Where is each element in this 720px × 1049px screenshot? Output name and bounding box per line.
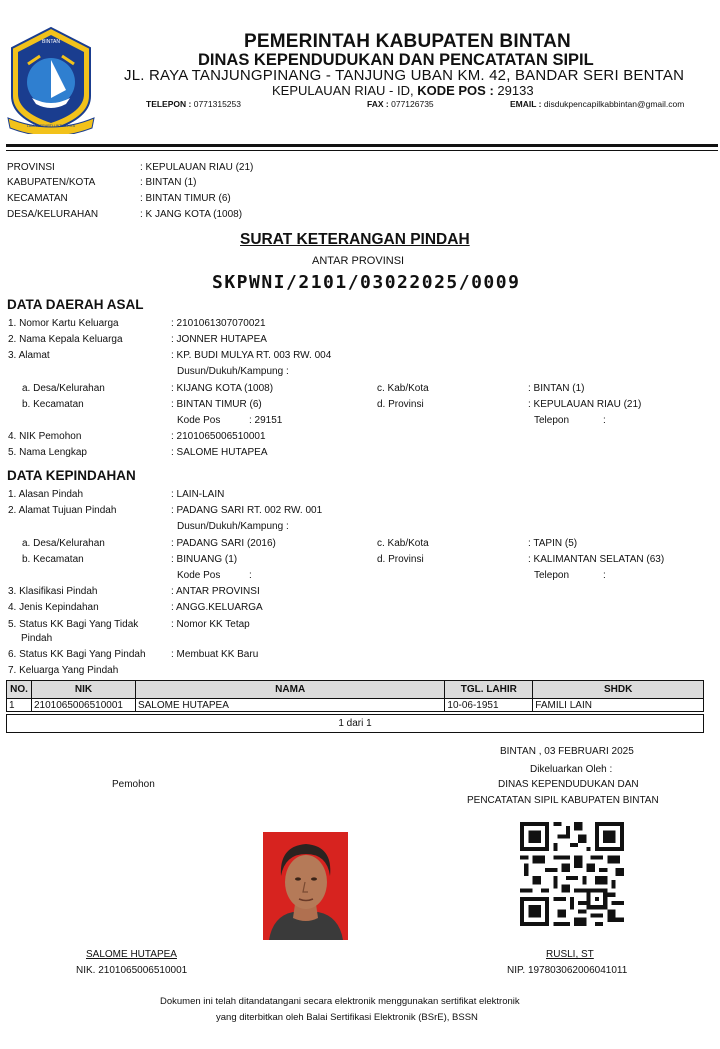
field-label: 1. Alasan Pindah [8,489,84,500]
table-header-row [7,681,704,699]
field-label: 2. Nama Kepala Keluarga [8,334,123,345]
field-value: : [603,415,606,426]
place-date: BINTAN , 03 FEBRUARI 2025 [500,746,634,757]
field-label: d. Provinsi [377,399,424,410]
wilayah-label: KABUPATEN/KOTA [7,177,96,188]
field-label: 3. Klasifikasi Pindah [8,586,98,597]
document-title: SURAT KETERANGAN PINDAH [240,231,470,248]
page-indicator: 1 dari 1 [6,714,704,733]
table-cell: SALOME HUTAPEA [135,699,444,712]
logo-text-top: BINTAN [42,39,60,45]
office-line2: PENCATATAN SIPIL KABUPATEN BINTAN [467,795,659,806]
field-label: a. Desa/Kelurahan [22,383,105,394]
table-header: SHDK [533,681,704,699]
wilayah-value: : BINTAN (1) [140,177,197,188]
field-value: : ANGG.KELUARGA [171,602,263,613]
wilayah-value: : K JANG KOTA (1008) [140,209,243,220]
field-label: 1. Nomor Kartu Keluarga [8,318,119,329]
field-value: : [249,570,252,581]
field-value: : BINTAN TIMUR (6) [171,399,262,410]
field-value: : 2101061307070021 [171,318,266,329]
office-line1: DINAS KEPENDUDUKAN DAN [498,779,639,790]
official-name: RUSLI, ST [546,949,594,960]
field-label: 4. NIK Pemohon [8,431,82,442]
table-cell: 1 [7,699,32,712]
field-value: : KP. BUDI MULYA RT. 003 RW. 004 [171,350,332,361]
field-label: Kode Pos [177,415,221,426]
qr-code [520,822,624,926]
pemohon-label: Pemohon [112,779,155,790]
field-value: : BINUANG (1) [171,554,238,565]
field-value: : PADANG SARI RT. 002 RW. 001 [171,505,323,516]
field-label: 5. Nama Lengkap [8,447,87,458]
family-table [6,680,704,712]
field-label: 7. Keluarga Yang Pindah [8,665,119,676]
footer-line2: yang diterbitkan oleh Balai Sertifikasi Elektronik (BSrE), BSSN [216,1012,478,1023]
field-label: c. Kab/Kota [377,383,429,394]
logo-text-bottom: LAMA BERARTI UNTUK KITA [26,124,76,128]
applicant-nik: NIK. 2101065006510001 [76,965,188,976]
header-fax: FAX : 077126735 [367,99,434,109]
field-label: Telepon [534,415,570,426]
applicant-photo [263,832,348,940]
official-nip: NIP. 197803062006041011 [507,965,628,976]
field-label: 2. Alamat Tujuan Pindah [8,505,117,516]
field-value: : ANTAR PROVINSI [171,586,260,597]
wilayah-value: : BINTAN TIMUR (6) [140,193,231,204]
field-label: 4. Jenis Kepindahan [8,602,99,613]
field-label: Telepon [534,570,570,581]
field-label: b. Kecamatan [22,554,84,565]
header-line3: JL. RAYA TANJUNGPINANG - TANJUNG UBAN KM. 42, BANDAR SERI BENTAN [124,67,685,84]
header-rule-thin [6,150,718,151]
wilayah-label: DESA/KELURAHAN [7,209,99,220]
table-header: NIK [31,681,135,699]
section-heading-asal: DATA DAERAH ASAL [7,297,144,312]
field-value: : 29151 [249,415,283,426]
field-label: Pindah [21,633,53,644]
field-label: 3. Alamat [8,350,50,361]
field-value: : KIJANG KOTA (1008) [171,383,274,394]
field-value: : JONNER HUTAPEA [171,334,267,345]
field-value: : Membuat KK Baru [171,649,259,660]
field-value: : TAPIN (5) [528,538,578,549]
table-header: TGL. LAHIR [445,681,533,699]
field-label: Kode Pos [177,570,221,581]
field-value: : PADANG SARI (2016) [171,538,276,549]
field-value: : KALIMANTAN SELATAN (63) [528,554,665,565]
field-value: : 2101065006510001 [171,431,266,442]
document-subtitle: ANTAR PROVINSI [312,255,405,267]
field-value: : LAIN-LAIN [171,489,225,500]
header-email: EMAIL : disdukpencapilkabbintan@gmail.com [510,99,685,109]
field-label: Dusun/Dukuh/Kampung : [177,366,289,377]
field-value: : [603,570,606,581]
wilayah-label: PROVINSI [7,162,55,173]
table-cell: FAMILI LAIN [533,699,704,712]
table-cell: 2101065006510001 [31,699,135,712]
field-label: 5. Status KK Bagi Yang Tidak [8,619,139,630]
issued-by: Dikeluarkan Oleh : [530,764,613,775]
field-label: 6. Status KK Bagi Yang Pindah [8,649,146,660]
field-label: b. Kecamatan [22,399,84,410]
kabupaten-bintan-logo [4,26,98,134]
applicant-name: SALOME HUTAPEA [86,949,177,960]
table-cell: 10-06-1951 [445,699,533,712]
field-label: Dusun/Dukuh/Kampung : [177,521,289,532]
header-rule-thick [6,144,718,147]
field-label: d. Provinsi [377,554,424,565]
header-line4-prefix: KEPULAUAN RIAU - ID, [272,83,414,98]
field-value: : BINTAN (1) [528,383,585,394]
section-heading-pindah: DATA KEPINDAHAN [7,468,136,483]
header-line4-bold: KODE POS : [417,83,494,98]
table-row [7,699,704,712]
header-line4-code: 29133 [497,83,534,98]
document-number: SKPWNI/2101/03022025/0009 [212,272,521,293]
field-label: c. Kab/Kota [377,538,429,549]
table-header: NO. [7,681,32,699]
wilayah-value: : KEPULAUAN RIAU (21) [140,162,254,173]
header-line1: PEMERINTAH KABUPATEN BINTAN [244,31,571,52]
table-header: NAMA [135,681,444,699]
footer-line1: Dokumen ini telah ditandatangani secara elektronik menggunakan sertifikat elektronik [160,996,520,1007]
header-telepon: TELEPON : 0771315253 [146,99,241,109]
header-line4 [272,83,534,98]
header-line2: DINAS KEPENDUDUKAN DAN PENCATATAN SIPIL [198,51,594,69]
field-value: : KEPULAUAN RIAU (21) [528,399,642,410]
field-value: : Nomor KK Tetap [171,619,250,630]
wilayah-label: KECAMATAN [7,193,68,204]
field-value: : SALOME HUTAPEA [171,447,268,458]
field-label: a. Desa/Kelurahan [22,538,105,549]
